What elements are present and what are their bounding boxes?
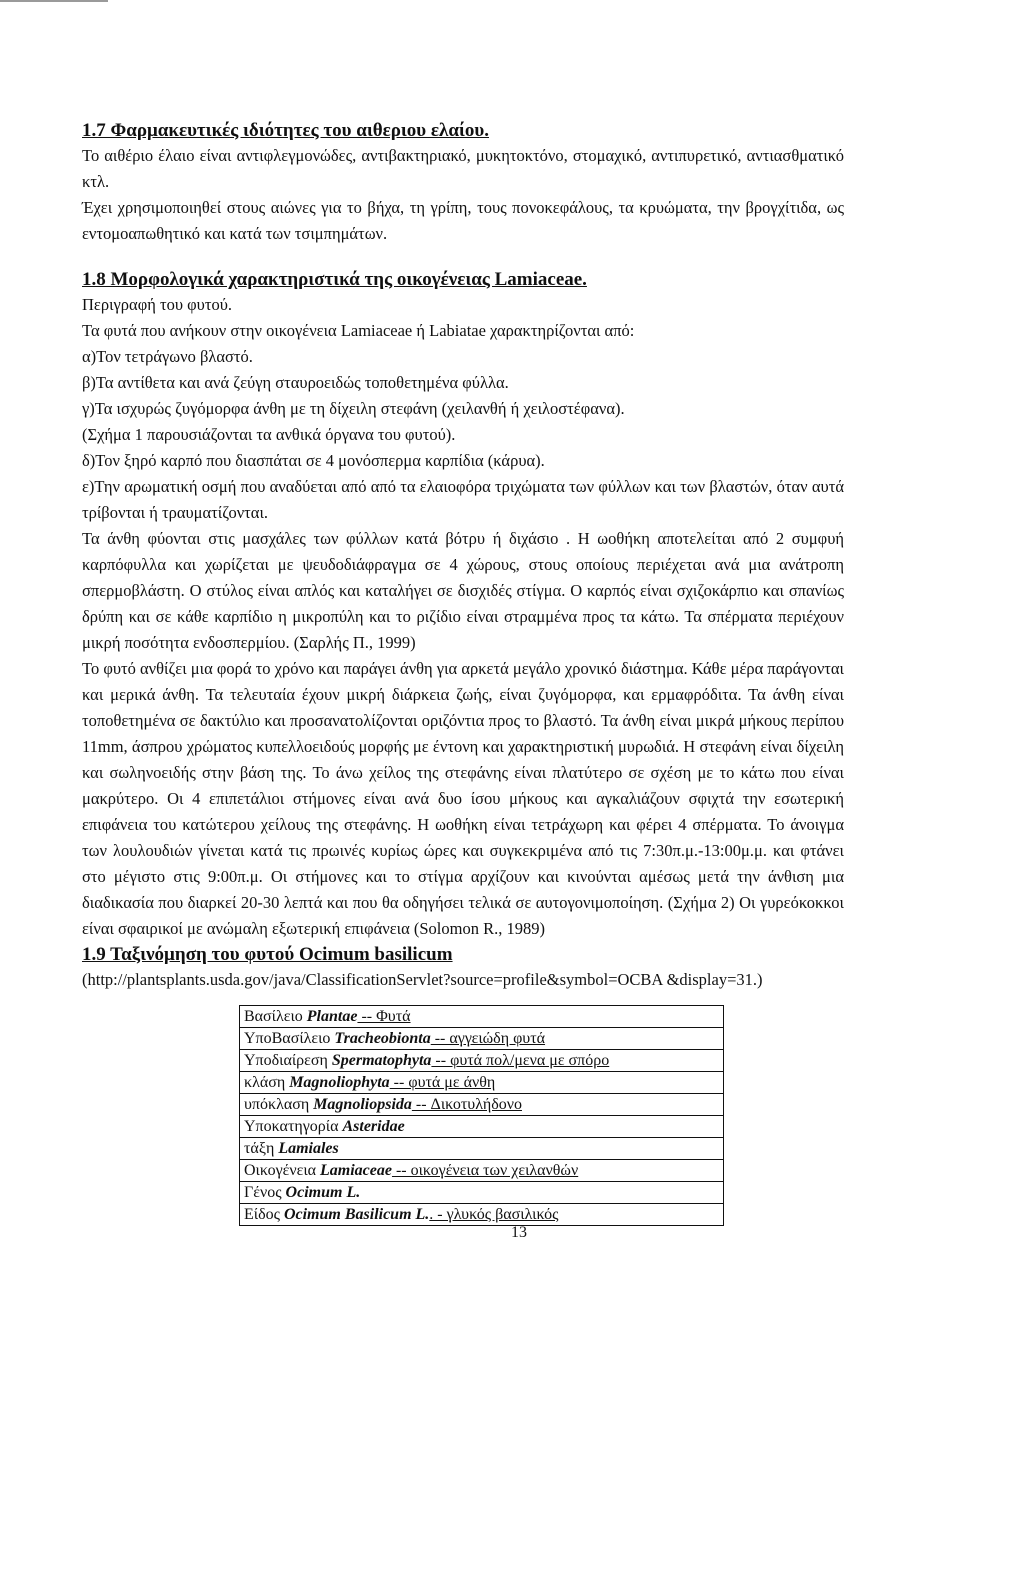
taxonomy-row xyxy=(240,1006,724,1028)
section-1-8-para-bloom: Το φυτό ανθίζει μια φορά το χρόνο και παράγει άνθη για αρκετά μεγάλο χρονικό διάστημα. Κάθε μέρα παράγονται και μερικά άνθη. Τα τελευταία έχουν μικρή διάρκεια ζωής, είναι ζυγόμορφα, και ερμαφρόδιτα. Τα άνθη είναι τοποθετημένα σε δακτύλιο και προσανατολίζονται οριζόντια προς το βλαστό. Τα άνθη είναι μικρά μήκους περίπου 11mm, άσπρου χρώματος κυπελλοειδούς μορφής με έντονη και χαρακτηριστική μυρωδιά. Η στεφάνη είναι δίχειλη και σωληνοειδής στην βάση της. Το άνω χείλος της στεφάνης είναι πλατύτερο σε σχέση με το κάτω που είναι μακρύτερο. Οι 4 επιπετάλιοι στήμονες είναι ανά δυο ίσου μήκους και αγκαλιάζουν σφιχτά την εσωτερική επιφάνεια του κατώτερου χείλους της στεφάνης. Η ωοθήκη είναι τετράχωρη και φέρει 4 σπέρματα. Το άνοιγμα των λουλουδιών γίνεται κατά τις πρωινές κυρίως ώρες και συγκεκριμένα από τις 7:30π.μ.-13:00μ.μ. και φτάνει στο μέγιστο στις 9:00π.μ. Οι στήμονες και το στίγμα αρχίζουν και κινούνται αμέσως μετά την άνθιση μια διαδικασία που διαρκεί 20-30 λεπτά και που θα οδηγήσει τελικά σε αυτογονιμοποίηση. (Σχήμα 2) Οι γυρεόκοκκοι είναι σφαιρικοί με ανώμαλη εξωτερική επιφάνεια (Solomon R., 1989) xyxy=(82,659,844,938)
section-1-8-heading: 1.8 Μορφολογικά χαρακτηριστικά της οικογένειας Lamiaceae. xyxy=(82,269,587,290)
page-number-footer xyxy=(0,1224,1024,1242)
taxonomy-common-name: -- αγγειώδη φυτά xyxy=(430,1030,546,1047)
section-1-8-line: Περιγραφή του φυτού. xyxy=(82,295,233,314)
taxonomy-rank: ΥποΒασίλειο xyxy=(244,1030,335,1047)
taxonomy-common-name: -- φυτά με άνθη xyxy=(389,1074,496,1091)
document-page xyxy=(82,118,844,1226)
taxonomy-scientific-name: Ocimum Basilicum L. xyxy=(283,1206,430,1223)
taxonomy-rank: Υποκατηγορία xyxy=(244,1118,343,1135)
taxonomy-rank: Υποδιαίρεση xyxy=(244,1052,332,1069)
taxonomy-cell xyxy=(240,1160,724,1182)
top-rule xyxy=(0,0,108,2)
taxonomy-row xyxy=(240,1160,724,1182)
taxonomy-rank: Είδος xyxy=(244,1206,284,1223)
taxonomy-cell xyxy=(240,1182,724,1204)
taxonomy-rank: Γένος xyxy=(244,1184,286,1201)
taxonomy-cell xyxy=(240,1028,724,1050)
taxonomy-table xyxy=(239,1005,724,1226)
taxonomy-rank: κλάση xyxy=(244,1074,290,1091)
section-1-8-para-flowers: Τα άνθη φύονται στις μασχάλες των φύλλων κατά βότρυ ή διχάσιο . Η ωοθήκη αποτελείται από 2 συμφυή καρπόφυλλα και χωρίζεται με ψευδοδιάφραγμα σε 4 χώρους, στους οποίους περιέχεται ανά μια ανάτροπη σπερμοβλάστη. Ο στύλος είναι απλός και καταλήγει σε δισχιδές στίγμα. Ο καρπός είναι σχιζοκάρπιο και σπανίως δρύπη και σε κάθε καρπίδιο η μικροπύλη και το ριζίδιο είναι στραμμένα προς τα κάτω. Τα σπέρματα περιέχουν μικρή ποσότητα ενδοσπερμίου. (Σαρλής Π., 1999) xyxy=(82,529,844,652)
taxonomy-cell xyxy=(240,1204,724,1226)
taxonomy-common-name: -- οικογένεια των χειλανθών xyxy=(391,1162,579,1179)
taxonomy-row xyxy=(240,1204,724,1226)
taxonomy-scientific-name: Lamiales xyxy=(278,1140,339,1157)
section-1-8-line: δ)Τον ξηρό καρπό που διασπάται σε 4 μονόσπερμα καρπίδια (κάρυα). xyxy=(82,451,545,470)
taxonomy-row xyxy=(240,1116,724,1138)
taxonomy-scientific-name: Tracheobionta xyxy=(334,1030,431,1047)
taxonomy-row xyxy=(240,1094,724,1116)
section-1-8-line: γ)Τα ισχυρώς ζυγόμορφα άνθη με τη δίχειλη στεφάνη (χειλανθή ή χειλοστέφανα). xyxy=(82,399,625,418)
section-1-9-source-url: (http://plantsplants.usda.gov/java/ClassificationServlet?source=profile&symbol=OCBA &display=31.) xyxy=(82,970,763,989)
taxonomy-cell xyxy=(240,1006,724,1028)
section-1-8-line: α)Τον τετράγωνο βλαστό. xyxy=(82,347,253,366)
taxonomy-rank: υπόκλαση xyxy=(244,1096,314,1113)
section-1-7-para-1: Το αιθέριο έλαιο είναι αντιφλεγμονώδες, αντιβακτηριακό, μυκητοκτόνο, στομαχικό, αντιπυρετικό, αντιασθματικό κτλ. xyxy=(82,146,844,191)
taxonomy-common-name: -- φυτά πολ/μενα με σπόρο xyxy=(431,1052,610,1069)
taxonomy-rank: Βασίλειο xyxy=(244,1008,307,1025)
taxonomy-scientific-name: Ocimum L. xyxy=(285,1184,361,1201)
taxonomy-cell xyxy=(240,1116,724,1138)
taxonomy-row xyxy=(240,1182,724,1204)
taxonomy-common-name: -- Φυτά xyxy=(357,1008,411,1025)
section-1-8-line: β)Τα αντίθετα και ανά ζεύγη σταυροειδώς τοποθετημένα φύλλα. xyxy=(82,373,509,392)
taxonomy-cell xyxy=(240,1138,724,1160)
taxonomy-row xyxy=(240,1072,724,1094)
taxonomy-scientific-name: Spermatophyta xyxy=(331,1052,432,1069)
taxonomy-cell xyxy=(240,1072,724,1094)
section-1-7-heading: 1.7 Φαρμακευτικές ιδιότητες του αιθεριου ελαίου. xyxy=(82,120,489,141)
taxonomy-scientific-name: Plantae xyxy=(306,1008,358,1025)
taxonomy-scientific-name: Magnoliopsida xyxy=(313,1096,412,1113)
taxonomy-scientific-name: Lamiaceae xyxy=(320,1162,392,1179)
taxonomy-rank: τάξη xyxy=(244,1140,279,1157)
page-number: 13 xyxy=(511,1224,527,1241)
taxonomy-rank: Οικογένεια xyxy=(244,1162,320,1179)
section-1-9-heading: 1.9 Ταξινόμηση του φυτού Ocimum basilicum xyxy=(82,944,453,965)
taxonomy-common-name: -- Δικοτυλήδονο xyxy=(411,1096,522,1113)
section-1-7-para-2: Έχει χρησιμοποιηθεί στους αιώνες για το βήχα, τη γρίπη, τους πονοκεφάλους, τα κρυώματα, την βρογχίτιδα, ως εντομοαπωθητικό και κατά των τσιμπημάτων. xyxy=(82,198,844,243)
taxonomy-common-name: . - γλυκός βασιλικός xyxy=(429,1206,559,1223)
section-1-8-line: (Σχήμα 1 παρουσιάζονται τα ανθικά όργανα του φυτού). xyxy=(82,425,456,444)
taxonomy-scientific-name: Asteridae xyxy=(342,1118,405,1135)
taxonomy-cell xyxy=(240,1050,724,1072)
taxonomy-row xyxy=(240,1138,724,1160)
taxonomy-row xyxy=(240,1028,724,1050)
taxonomy-scientific-name: Magnoliophyta xyxy=(289,1074,390,1091)
taxonomy-row xyxy=(240,1050,724,1072)
section-1-8-line: Τα φυτά που ανήκουν στην οικογένεια Lamiaceae ή Labiatae χαρακτηρίζονται από: xyxy=(82,321,635,340)
taxonomy-cell xyxy=(240,1094,724,1116)
section-1-8-para-e: ε)Την αρωματική οσμή που αναδύεται από από τα ελαιοφόρα τριχώματα των φύλλων και των βλαστών, όταν αυτά τρίβονται ή τραυματίζονται. xyxy=(82,477,844,522)
